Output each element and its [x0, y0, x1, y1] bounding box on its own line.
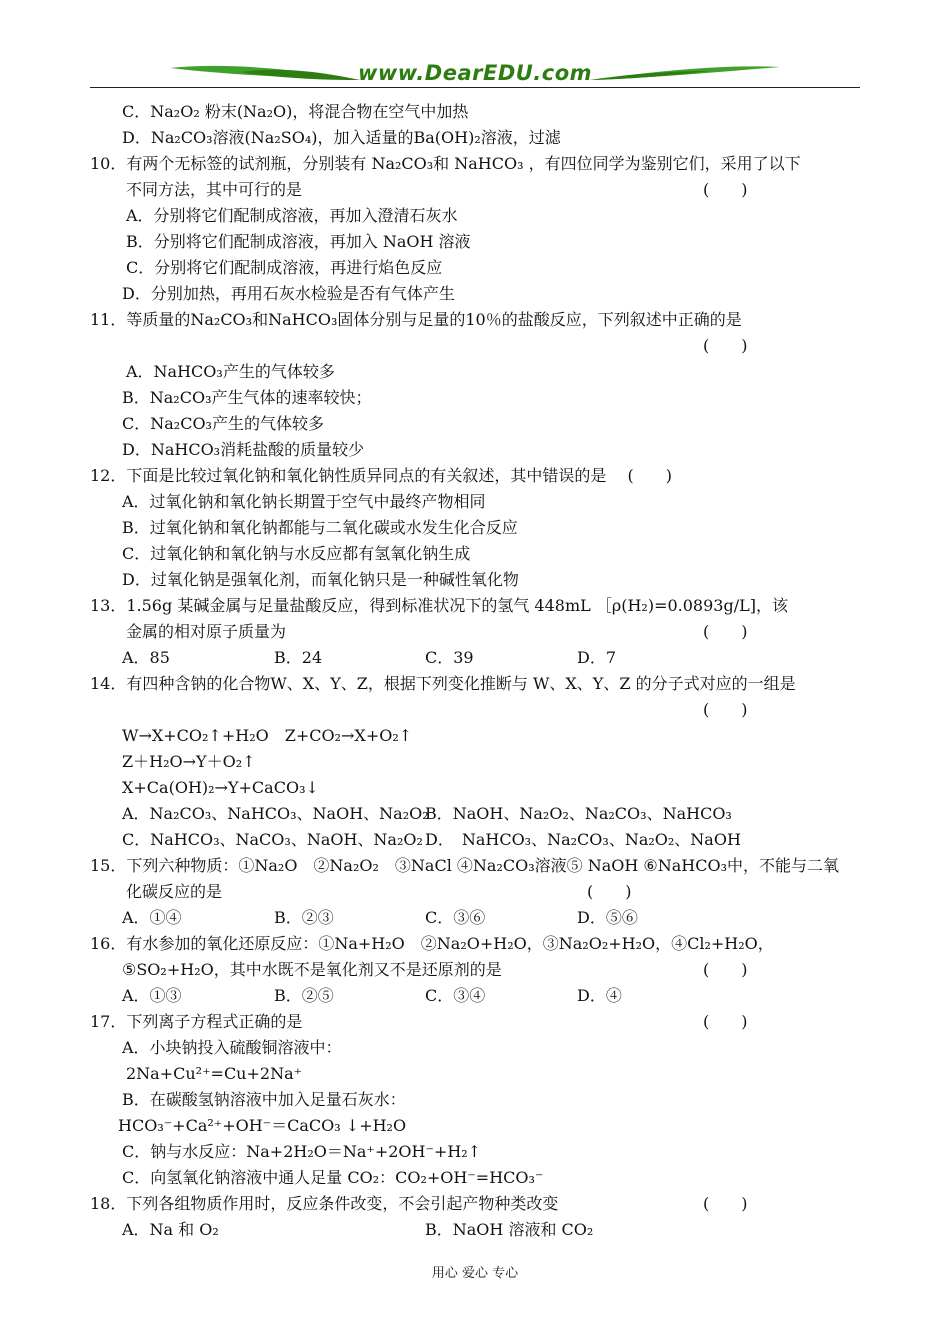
- text-line: D．④: [577, 986, 622, 1005]
- text-line: X+Ca(OH)₂→Y+CaCO₃↓: [122, 778, 319, 797]
- text-line: B．Na₂CO₃产生气体的速率较快；: [122, 388, 372, 407]
- text-line: B．24: [274, 648, 323, 667]
- text-line: ( ): [703, 960, 748, 979]
- text-line: ⑤SO₂+H₂O，其中水既不是氧化剂又不是还原剂的是: [122, 960, 502, 979]
- text-line: C．NaHCO₃、NaCO₃、NaOH、Na₂O₂: [122, 830, 423, 849]
- text-line: A．分别将它们配制成溶液，再加入澄清石灰水: [126, 206, 458, 225]
- text-line: A．NaHCO₃产生的气体较多: [126, 362, 335, 381]
- text-line: 11．等质量的Na₂CO₃和NaHCO₃固体分别与足量的10％的盐酸反应，下列叙述中正确的是: [90, 310, 742, 329]
- text-line: C．钠与水反应：Na+2H₂O＝Na⁺+2OH⁻+H₂↑: [122, 1142, 482, 1161]
- text-line: A．Na 和 O₂: [122, 1220, 219, 1239]
- text-line: A．85: [122, 648, 170, 667]
- text-line: B．②⑤: [274, 986, 334, 1005]
- text-line: W→X+CO₂↑+H₂O Z+CO₂→X+O₂↑: [122, 726, 413, 745]
- text-line: C．向氢氧化钠溶液中通人足量 CO₂：CO₂+OH⁻=HCO₃⁻: [122, 1168, 544, 1187]
- text-line: D．分别加热，再用石灰水检验是否有气体产生: [122, 284, 455, 303]
- text-line: ( ): [703, 622, 748, 641]
- text-line: 14．有四种含钠的化合物W、X、Y、Z，根据下列变化推断与 W、X、Y、Z 的分子式对应的一组是: [90, 674, 796, 693]
- text-line: C．Na₂CO₃产生的气体较多: [122, 414, 324, 433]
- text-line: 2Na+Cu²⁺=Cu+2Na⁺: [126, 1064, 303, 1083]
- text-line: C．③⑥: [425, 908, 486, 927]
- text-line: D．Na₂CO₃溶液(Na₂SO₄)，加入适量的Ba(OH)₂溶液，过滤: [122, 128, 561, 147]
- text-line: 17．下列离子方程式正确的是: [90, 1012, 303, 1031]
- text-line: 18．下列各组物质作用时，反应条件改变，不会引起产物种类改变: [90, 1194, 559, 1213]
- text-line: A．过氧化钠和氧化钠长期置于空气中最终产物相同: [122, 492, 486, 511]
- text-line: C．③④: [425, 986, 486, 1005]
- text-line: B．②③: [274, 908, 334, 927]
- site-url[interactable]: www.DearEDU.com: [357, 61, 593, 85]
- text-line: ( ): [703, 700, 748, 719]
- text-line: 13．1.56g 某碱金属与足量盐酸反应，得到标准状况下的氢气 448mL ［ρ(H₂)=0.0893g/L]，该: [90, 596, 788, 615]
- text-line: C．Na₂O₂ 粉末(Na₂O)，将混合物在空气中加热: [122, 102, 469, 121]
- text-line: 16．有水参加的氧化还原反应：①Na+H₂O ②Na₂O+H₂O，③Na₂O₂+H₂O，④Cl₂+H₂O，: [90, 934, 774, 953]
- text-line: A．①④: [122, 908, 182, 927]
- text-line: ( ): [703, 336, 748, 355]
- text-line: D．NaHCO₃消耗盐酸的质量较少: [122, 440, 365, 459]
- text-line: 不同方法，其中可行的是: [126, 180, 303, 199]
- text-line: D．7: [577, 648, 617, 667]
- text-line: 15．下列六种物质：①Na₂O ②Na₂O₂ ③NaCl ④Na₂CO₃溶液⑤ NaOH ⑥NaHCO₃中，不能与二氧: [90, 856, 840, 875]
- text-line: A．①③: [122, 986, 182, 1005]
- text-line: D． NaHCO₃、Na₂CO₃、Na₂O₂、NaOH: [425, 830, 741, 849]
- text-line: ( ): [703, 1194, 748, 1213]
- footer-text: 用心 爱心 专心: [431, 1266, 519, 1281]
- text-line: C．分别将它们配制成溶液，再进行焰色反应: [126, 258, 443, 277]
- header-rule: [90, 87, 860, 88]
- text-line: 12．下面是比较过氧化钠和氧化钠性质异同点的有关叙述，其中错误的是 ( ): [90, 466, 672, 485]
- text-line: HCO₃⁻+Ca²⁺+OH⁻＝CaCO₃ ↓+H₂O: [118, 1116, 407, 1135]
- text-line: 化碳反应的是: [126, 882, 223, 901]
- text-line: C．39: [425, 648, 474, 667]
- text-line: C．过氧化钠和氧化钠与水反应都有氢氧化钠生成: [122, 544, 471, 563]
- text-line: 金属的相对原子质量为: [126, 622, 287, 641]
- text-line: Z＋H₂O→Y＋O₂↑: [122, 752, 256, 771]
- text-line: A．Na₂CO₃、NaHCO₃、NaOH、Na₂O₂: [122, 804, 429, 823]
- text-line: B．在碳酸氢钠溶液中加入足量石灰水：: [122, 1090, 406, 1109]
- text-line: ( ): [587, 882, 632, 901]
- text-line: B．NaOH、Na₂O₂、Na₂CO₃、NaHCO₃: [425, 804, 732, 823]
- text-line: 10．有两个无标签的试剂瓶，分别装有 Na₂CO₃和 NaHCO₃ ，有四位同学为鉴别它们，采用了以下: [90, 154, 801, 173]
- text-line: ( ): [703, 180, 748, 199]
- text-line: B．NaOH 溶液和 CO₂: [425, 1220, 594, 1239]
- text-line: D．过氧化钠是强氧化剂，而氧化钠只是一种碱性氧化物: [122, 570, 519, 589]
- text-line: B．过氧化钠和氧化钠都能与二氧化碳或水发生化合反应: [122, 518, 518, 537]
- text-line: A．小块钠投入硫酸铜溶液中：: [122, 1038, 342, 1057]
- text-line: B．分别将它们配制成溶液，再加入 NaOH 溶液: [126, 232, 471, 251]
- text-line: ( ): [703, 1012, 748, 1031]
- text-line: D．⑤⑥: [577, 908, 638, 927]
